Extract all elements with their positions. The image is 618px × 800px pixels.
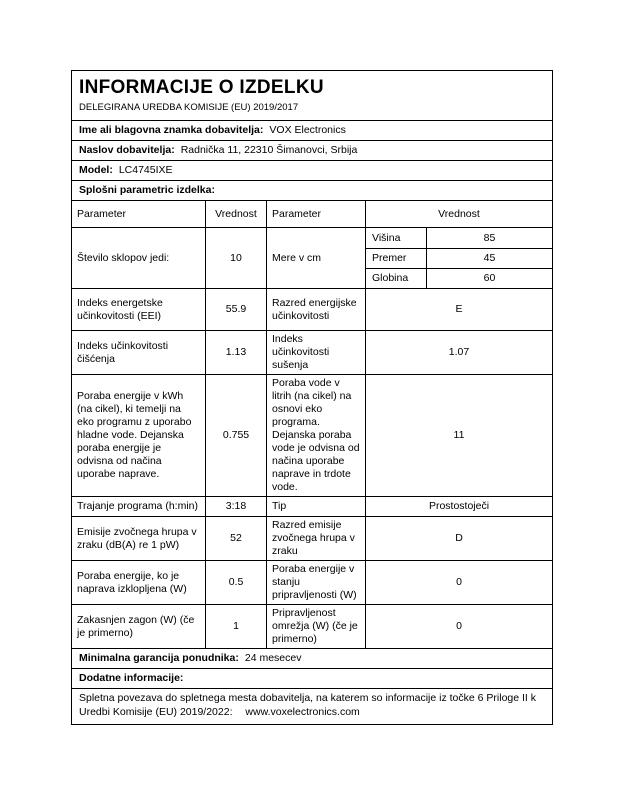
table-row-consumption: [72, 374, 552, 496]
general-parameters-section-label: Splošni parametric izdelka:: [72, 180, 552, 200]
value-right-cell: Prostostoječi: [365, 497, 552, 516]
table-row-duration: [72, 496, 552, 516]
value-left-cell: 3:18: [205, 497, 266, 516]
page-title: INFORMACIJE O IZDELKU: [79, 77, 324, 98]
value-right-cell: 1.07: [365, 331, 552, 374]
supplier-address-row: [72, 140, 552, 160]
value-left-cell: 0.5: [205, 561, 266, 604]
value-left-cell: 1: [205, 605, 266, 648]
table-row-off-standby: [72, 560, 552, 604]
value-right-cell: 11: [365, 375, 552, 496]
model-label: Model:: [79, 164, 113, 176]
param-right-cell: Razred emisije zvočnega hrupa v zraku: [266, 517, 365, 560]
supplier-name-label: Ime ali blagovna znamka dobavitelja:: [79, 124, 264, 136]
warranty-value: 24 mesecev: [244, 652, 302, 664]
regulation-subtitle: DELEGIRANA UREDBA KOMISIJE (EU) 2019/2017: [79, 102, 299, 113]
website-text: Spletna povezava do spletnega mesta dobavitelja, na katerem so informacije iz točke 6 Priloge II k Uredbi Komisije (EU) 2019/2022:: [79, 692, 537, 718]
dimension-row-height: [366, 228, 552, 248]
value-right-cell: 0: [365, 605, 552, 648]
table-row-noise: [72, 516, 552, 560]
warranty-label: Minimalna garancija ponudnika:: [79, 652, 239, 664]
value-right-cell: E: [365, 289, 552, 330]
warranty-row: [72, 648, 552, 668]
dimension-row-depth: [366, 268, 552, 288]
value-right-cell: 0: [365, 561, 552, 604]
col-header-parameter-right: Parameter: [266, 201, 365, 227]
dimension-label: Višina: [372, 231, 401, 244]
dimension-label: Premer: [372, 252, 407, 264]
param-right-cell: Pripravljenost omrežja (W) (če je primerno): [266, 605, 365, 648]
param-left-cell: Indeks energetske učinkovitosti (EEI): [77, 296, 163, 322]
param-right-cell: Tip: [266, 497, 365, 516]
value-left-cell: 10: [205, 228, 266, 288]
dimension-label: Globina: [372, 272, 409, 284]
param-right-cell: Poraba energije v stanju pripravljenosti (W): [266, 561, 365, 604]
supplier-name-value: VOX Electronics: [269, 124, 346, 136]
model-row: [72, 160, 552, 180]
param-left-cell: Zakasnjen zagon (W) (če je primerno): [77, 613, 195, 639]
param-right-cell: Indeks učinkovitosti sušenja: [266, 331, 365, 374]
additional-info-section-label: Dodatne informacije:: [72, 668, 552, 688]
product-information-sheet: [71, 70, 553, 725]
param-left-cell: Indeks učinkovitosti čišćenja: [77, 339, 169, 365]
col-header-value-left: Vrednost: [205, 201, 266, 227]
value-right-cell: D: [365, 517, 552, 560]
website-row: [72, 688, 552, 724]
table-row-delayed-start: [72, 604, 552, 648]
col-header-parameter-left: Parameter: [77, 207, 127, 220]
supplier-address-value: Radnička 11, 22310 Šimanovci, Srbija: [180, 144, 358, 156]
table-header-row: [72, 200, 552, 227]
param-right-cell: Mere v cm: [266, 228, 365, 288]
title-block: [72, 71, 552, 120]
dimension-value: 60: [426, 269, 552, 288]
param-right-cell: Poraba vode v litrih (na cikel) na osnovi eko programa. Dejanska poraba vode je odvisna od načina uporabe naprave in trdote vode.: [266, 375, 365, 496]
supplier-name-row: [72, 120, 552, 140]
table-row-dimensions: [72, 227, 552, 288]
value-left-cell: 52: [205, 517, 266, 560]
param-right-cell: Razred energijske učinkovitosti: [266, 289, 365, 330]
supplier-address-label: Naslov dobavitelja:: [79, 144, 175, 156]
param-left-cell: Poraba energije, ko je naprava izklopljena (W): [77, 569, 187, 595]
param-left-cell: Trajanje programa (h:min): [77, 500, 198, 512]
param-left-cell: Emisije zvočnega hrupa v zraku (dB(A) re 1 pW): [77, 525, 197, 551]
dimension-row-diameter: [366, 248, 552, 268]
param-left-cell: Poraba energije v kWh (na cikel), ki temelji na eko programu z uporabo hladne vode. Dejanska poraba energije je odvisna od načina uporabe naprave.: [77, 390, 192, 480]
website-url: www.voxelectronics.com: [245, 705, 360, 718]
col-header-value-right: Vrednost: [365, 201, 552, 227]
table-row-cleaning-index: [72, 330, 552, 374]
param-left-cell: Število sklopov jedi:: [77, 251, 170, 264]
dimensions-subtable: [365, 228, 552, 288]
dimension-value: 85: [426, 228, 552, 248]
parameters-table: [72, 200, 552, 648]
value-left-cell: 55.9: [205, 289, 266, 330]
model-value: LC4745IXE: [118, 164, 173, 176]
value-left-cell: 0.755: [205, 375, 266, 496]
table-row-eei: [72, 288, 552, 330]
value-left-cell: 1.13: [205, 331, 266, 374]
dimension-value: 45: [426, 249, 552, 268]
